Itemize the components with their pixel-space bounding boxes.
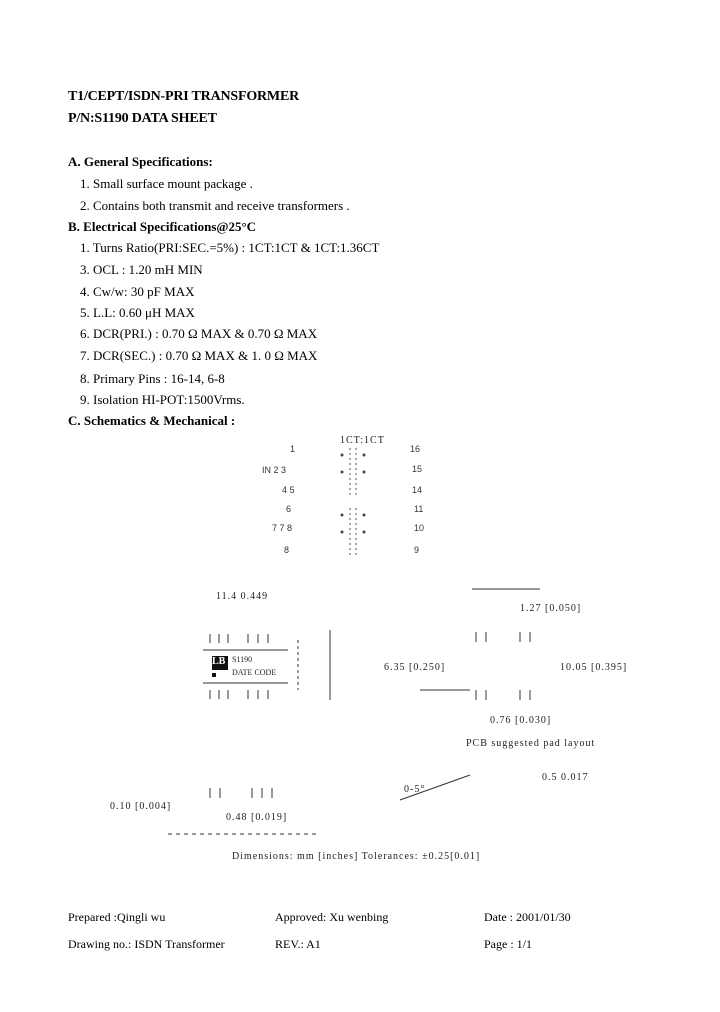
electrical-spec-item: 7. DCR(SEC.) : 0.70 Ω MAX & 1. 0 Ω MAX: [80, 348, 318, 363]
general-spec-item: 2. Contains both transmit and receive transformers .: [80, 198, 350, 213]
electrical-spec-item: 3. OCL : 1.20 mH MIN: [80, 262, 203, 277]
pcb-note: PCB suggested pad layout: [466, 738, 596, 749]
chip-date-code: DATE CODE: [232, 668, 277, 677]
dim-standoff: 0.10 [0.004]: [110, 801, 172, 812]
document-subtitle: P/N:S1190 DATA SHEET: [68, 111, 217, 126]
svg-text:1: 1: [290, 444, 296, 454]
svg-text:8: 8: [284, 545, 290, 555]
svg-text:16: 16: [410, 444, 421, 454]
chip-part-marking: S1190: [232, 655, 253, 664]
document-title: T1/CEPT/ISDN-PRI TRANSFORMER: [68, 89, 299, 104]
svg-text:9: 9: [414, 545, 420, 555]
chip-logo: LB: [212, 656, 226, 667]
prepared-by: Prepared :Qingli wu: [68, 910, 166, 924]
electrical-spec-item: 4. Cw/w: 30 pF MAX: [80, 284, 195, 299]
electrical-spec-item: 1. Turns Ratio(PRI:SEC.=5%) : 1CT:1CT & 1CT:1.36CT: [80, 240, 380, 255]
dim-angle: 0-5°: [404, 784, 426, 795]
dim-width: 11.4 0.449: [216, 591, 269, 602]
dimension-note: Dimensions: mm [inches] Tolerances: ±0.25[0.01]: [232, 851, 481, 862]
svg-text:4 5: 4 5: [282, 485, 295, 495]
dim-pitch: 1.27 [0.050]: [520, 603, 582, 614]
dim-height: 6.35 [0.250]: [384, 662, 446, 673]
document-date: Date : 2001/01/30: [484, 910, 571, 924]
revision: REV.: A1: [275, 937, 321, 951]
electrical-spec-item: 8. Primary Pins : 16-14, 6-8: [80, 371, 225, 386]
electrical-spec-item: 5. L.L: 0.60 μH MAX: [80, 305, 195, 320]
dim-lead-length: 0.5 0.017: [542, 772, 589, 783]
electrical-spec-item: 6. DCR(PRI.) : 0.70 Ω MAX & 0.70 Ω MAX: [80, 326, 318, 341]
svg-text:10: 10: [414, 523, 425, 533]
electrical-specs-heading: B. Electrical Specifications@25°C: [68, 219, 257, 234]
general-spec-item: 1. Small surface mount package .: [80, 176, 253, 191]
dim-lead: 0.76 [0.030]: [490, 715, 552, 726]
svg-text:7 7 8: 7 7 8: [272, 523, 293, 533]
dim-foot: 0.48 [0.019]: [226, 812, 288, 823]
drawing-number: Drawing no.: ISDN Transformer: [68, 937, 225, 951]
approved-by: Approved: Xu wenbing: [275, 910, 389, 924]
general-specs-heading: A. General Specifications:: [68, 154, 213, 169]
svg-text:11: 11: [414, 504, 424, 514]
electrical-spec-item: 9. Isolation HI-POT:1500Vrms.: [80, 392, 245, 407]
svg-text:6: 6: [286, 504, 292, 514]
svg-text:14: 14: [412, 485, 423, 495]
schematics-heading: C. Schematics & Mechanical :: [68, 413, 236, 428]
page-number: Page : 1/1: [484, 937, 532, 951]
svg-text:IN 2 3: IN 2 3: [262, 465, 287, 475]
svg-text:15: 15: [412, 464, 423, 474]
dim-body: 10.05 [0.395]: [560, 662, 628, 673]
schematic-ratio-label: 1CT:1CT: [340, 435, 385, 446]
